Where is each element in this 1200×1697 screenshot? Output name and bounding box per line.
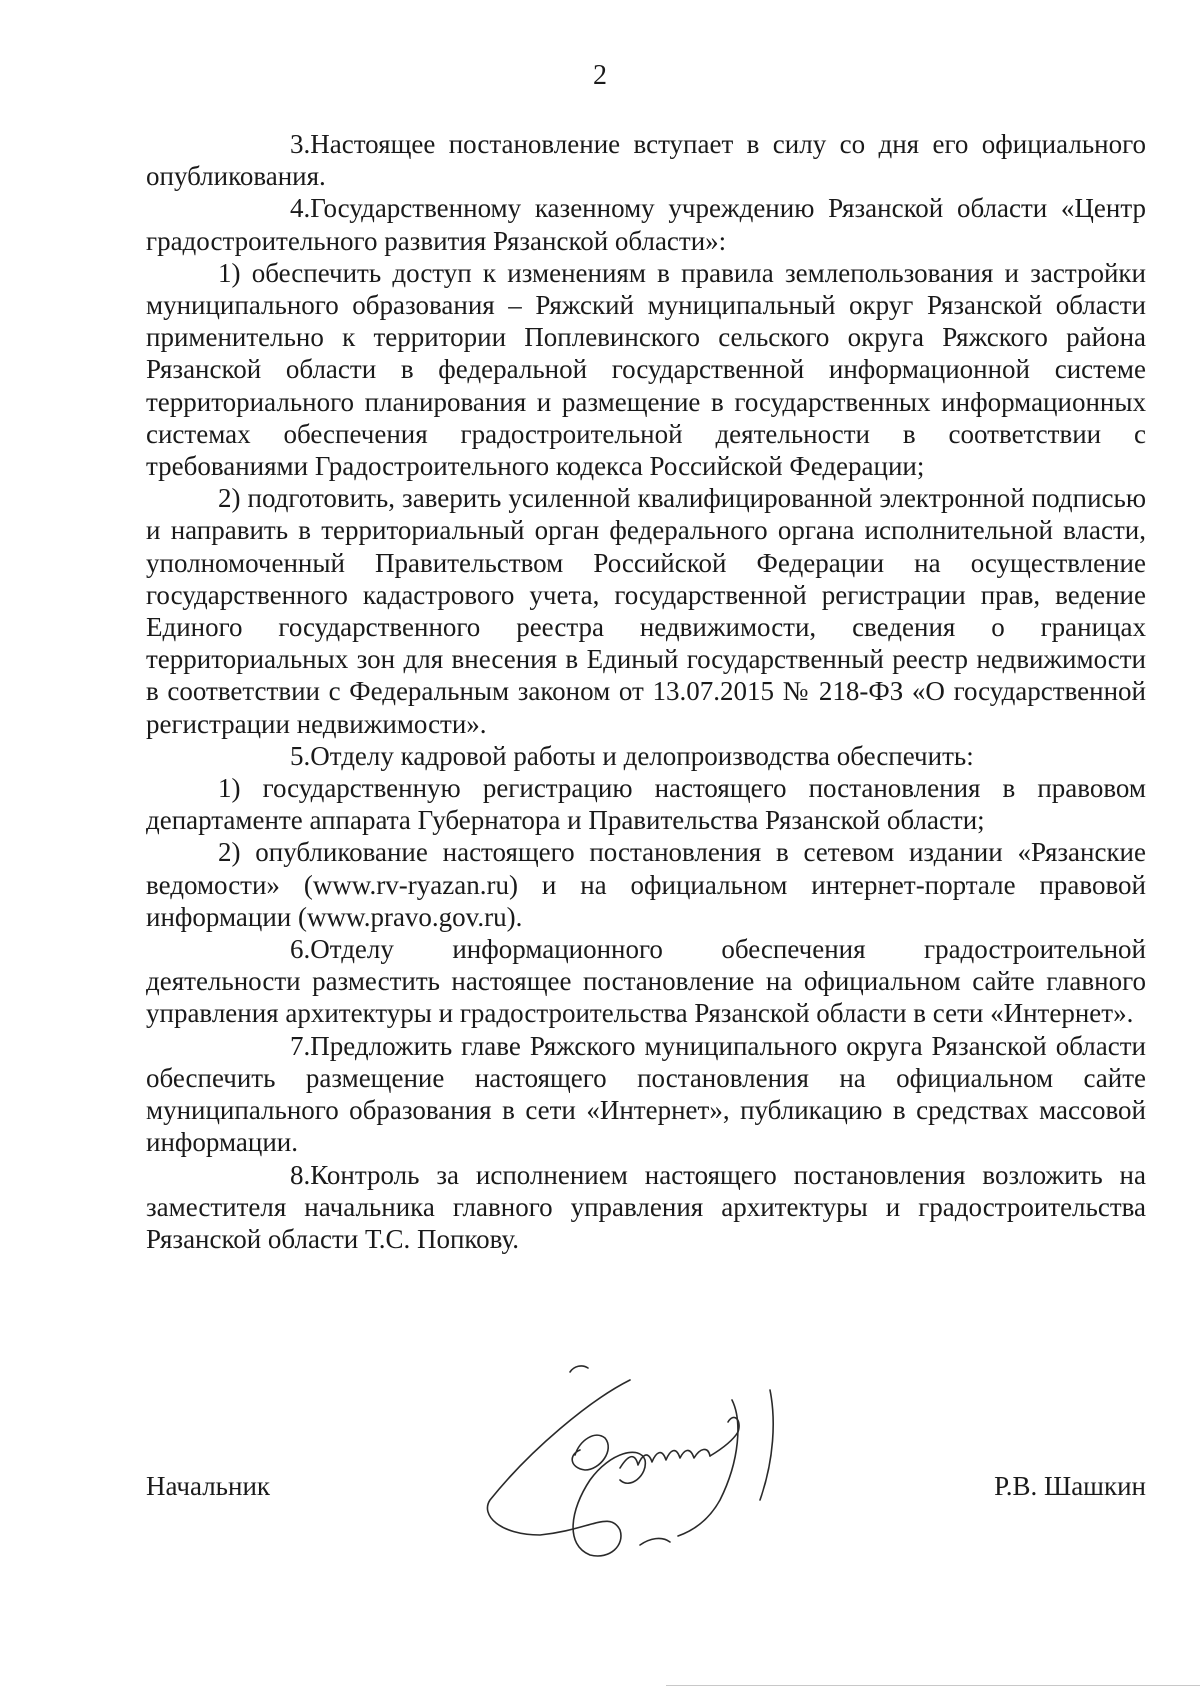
paragraph-8	[146, 1159, 1146, 1256]
paragraph-number: 5.	[290, 740, 311, 771]
paragraph-5	[146, 740, 1146, 772]
paragraph-number: 4.	[290, 193, 311, 224]
paragraph-number: 6.	[290, 934, 311, 965]
paragraph-text: Государственному казенному учреждению Рязанской области «Центр градостроительного развития Рязанской области»:	[146, 193, 1146, 256]
paragraph-7	[146, 1030, 1146, 1159]
paragraph-text: 1) обеспечить доступ к изменениям в правила землепользования и застройки муниципального образования – Ряжский муниципальный округ Рязанской области применительно к территории Поплевинского сельского округа Ряжского района Рязанской области в федеральной государственной информационной системе территориального планирования и размещение в государственных информационных системах обеспечения градостроительной деятельности в соответствии с требованиями Градостроительного кодекса Российской Федерации;	[146, 257, 1146, 482]
paragraph-text: Предложить главе Ряжского муниципального округа Рязанской области обеспечить размещение настоящего постановления на официальном сайте муниципального образования в сети «Интернет», публикацию в средствах массовой информации.	[146, 1030, 1146, 1158]
scan-edge-line	[666, 1685, 1200, 1686]
paragraph-4	[146, 192, 1146, 256]
paragraph-number: 3.	[290, 129, 311, 159]
paragraph-text: Отделу информационного обеспечения градостроительной деятельности разместить настоящее постановление на официальном сайте главного управления архитектуры и градостроительства Рязанской области в сети «Интернет».	[146, 934, 1146, 1029]
paragraph-number: 8.	[290, 1159, 311, 1190]
signer-name: Р.В. Шашкин	[994, 1471, 1146, 1501]
paragraph-6	[146, 933, 1146, 1030]
paragraph-number: 7.	[290, 1030, 311, 1061]
paragraph-text: 2) опубликование настоящего постановления в сетевом издании «Рязанские ведомости» (www.rv-ryazan.ru) и на официальном интернет-портале правовой информации (www.pravo.gov.ru).	[146, 837, 1146, 932]
page-number: 2	[593, 60, 607, 91]
signer-title: Начальник	[146, 1471, 271, 1501]
paragraph-3	[146, 128, 1146, 192]
paragraph-text: 1) государственную регистрацию настоящего постановления в правовом департаменте аппарата Губернатора и Правительства Рязанской области;	[146, 773, 1146, 836]
paragraph-text: Настоящее постановление вступает в силу со дня его официального опубликования.	[146, 129, 1146, 192]
handwritten-signature	[470, 1360, 790, 1570]
paragraph-4-2	[146, 482, 1146, 740]
paragraph-5-2	[146, 836, 1146, 933]
paragraph-text: Контроль за исполнением настоящего постановления возложить на заместителя начальника главного управления архитектуры и градостроительства Рязанской области Т.С. Попкову.	[146, 1159, 1146, 1254]
paragraph-text: 2) подготовить, заверить усиленной квалифицированной электронной подписью и направить в территориальный орган федерального органа исполнительной власти, уполномоченный Правительством Российской Федерации на осуществление государственного кадастрового учета, государственной регистрации прав, ведение Единого государственного реестра недвижимости, сведения о границах территориальных зон для внесения в Единый государственный реестр недвижимости в соответствии с Федеральным законом от 13.07.2015 № 218-ФЗ «О государственной регистрации недвижимости».	[146, 483, 1146, 739]
signature-block	[146, 1470, 1146, 1510]
paragraph-5-1	[146, 772, 1146, 836]
document-body	[146, 128, 1146, 1255]
paragraph-4-1	[146, 257, 1146, 482]
paragraph-text: Отделу кадровой работы и делопроизводства обеспечить:	[310, 740, 974, 771]
